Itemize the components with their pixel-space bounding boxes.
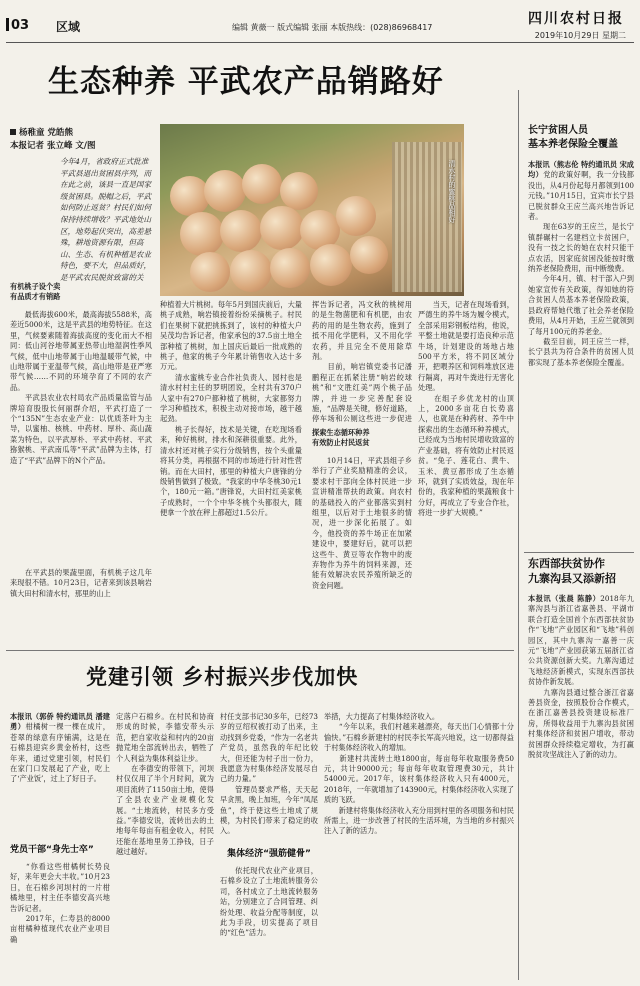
article2-headline: 党建引领 乡村振兴步伐加快 [86, 665, 359, 689]
right-article1-body [528, 160, 634, 548]
article1-photo [160, 124, 464, 296]
article1-column-2: 种植着大片桃树。每年5月到国庆前后，大量桃子成熟，响岩镇接着纷纷采摘桃子。村民们在果树下就把挑拣到了，该村的种植大户吴茂均告诉记者，他家承包的37.5亩土地全部种植了桃树，加上国庆后最后一批成熟的桃子，他家的桃子今年累计销售收入达十多万元。 清水蜜桃专业合作社负责人、园村也是清水村村主任的罗明团说，全村共有370户人家中有270户都种植了桃树，大家都努力学习种植技术，积极主动对接市场，越干越起劲。 桃子长得好，技术是关键，在吃现场看来，种好桃树，排水和深耕很重要。此外，清水村还对桃子实行分级销售，按个头重量将其分类，再根据不同的市场进行针对性营销。而在大田村，那里的种植大户唐锋的分级销售做到了极致。“我家的中华冬桃30元1个，180元一箱。”唐锋说，大田村红美家桃子成熟时，一个个中华冬桃个头都很大，随便拿一个放在秤上都超过1.5公斤。 [160, 300, 302, 518]
article2-column-4: 举措，大力提高了村集体经济收入。 “今年以来，我们村越来越漂亮，每天出门心情都十分愉快。”石棉乡新建村的村民李长军高兴地说，这一切都得益于村集体经济收入的增加。 新建村共流转土地1800亩，每亩每年收取服务费50元，共计90000元；每亩每年收取管理费30元，共计54000元。2017年，该村集体经济收入只有4000元，2018年，一年就增加了143900元，村集体经济收入实现了质的飞跃。 新建村将集体经济收入充分用到村里的各项服务和村民所需上，进一步改善了村民的生活环境，为当地的乡村振兴注入了新的活力。 [324, 712, 514, 836]
article1-column-1: 最低海拔600米，最高海拔5588米，高差近5000米，这是平武县的地势特征。在这里，气候要素随着海拔高度的变化而大不相同：低山河谷地带属亚热带山地湿润性季风气候，低中山地带属于山地温暖带气候，中山地带属于亚温带气候，高山地带是亚严寒带气候……不同的环境孕育了不同的农产品。 平武县农业农村局农产品质量监管与品牌培育股股长何丽群介绍，平武打造了一个“135N”生态农业产业：以优质茶叶为主导，以蜜柚、核桃、中药材、厚朴、高山蔬菜为特色，以平武厚朴、平武中药材、平武猕猴桃、平武南瓜等“平武”品牌为主体，打造了“平武”品牌下的N个产品。 [10, 310, 152, 465]
article1-column-3b: 10月14日，平武县组子乡举行了产业奖励精准的会议，要求村干部向全体村民进一步宣讲精准帮扶的政策。向农村的基础投入的产业都落实到村组里，以后对于土地很多的情况，进一步深化拓展了。如今，他投资的养牛场正在加紧建设中，要建好后，就可以把这些牛、黄豆等农作物中的废弃物作为养牛的饲料来源，还能有效解决农民养殖所缺乏的资金问题。 [312, 456, 412, 590]
right-article1-title: 长宁贫困人员 基本养老保险全覆盖 [528, 125, 618, 150]
right-article2-body [528, 594, 634, 980]
column-divider [518, 90, 519, 980]
article1-lead: 今年4月，省政府正式批准平武县退出贫困县序列，而在此之前，该县一直是国家级贫困县。脱帽之后，平武如何防止返贫？村民们如何保持持续增收？平武地处山区，地势起伏突出，高差悬殊，耕地资源有限，但高山、生态、有机种植是农业特色，要不大，但品质好，是平武农民脱贫致富的关 [60, 157, 152, 282]
article2-intro: 柑橘树一棵一棵在成片，苍翠的绿意有序铺满，这是在石棉县迎宾乡黄金桥村，这些年来，通过党建引领，村民们在家门口发展起了产业，吃上了‘产业饭’，过上了好日子。 [10, 722, 110, 784]
article2-column-1 [10, 712, 110, 840]
masthead-logo: 四川农村日报 [528, 11, 624, 27]
article2-top-rule [6, 650, 514, 651]
right-article1-source: 本报讯（熊志伦 特约通讯员 宋成均） [528, 160, 634, 180]
article1-column-1b: 在平武县的果蔬里面，有机桃子这几年来现很不错。10月23日，记者来到该县响岩镇大田村和清水村，那里的山上 [10, 568, 152, 598]
article1-subheading-1: 有机桃子设个卖 有品质才有销路 [10, 282, 61, 302]
right-article2-text: 2018年九寨沟县与浙江省嘉善县、平湖市联合打造全国首个东西部扶贫协作“飞地”产业园区和“飞地”科创园区，其中九寨沟一嘉善一庆元“飞地”产业园获第五届浙江省公共资源创新大奖。九寨沟通过飞地经济新模式，实现东西部扶贫协作新发展。 九寨沟县通过整合浙江省嘉善县资金，按照股份合作模式，在浙江嘉善县投资建设标准厂房，所得收益用于九寨沟县贫困村集体经济和贫困户增收，带动贫困群众持续稳定增收，为打赢脱贫攻坚战注入了新的动力。 [528, 594, 634, 760]
article2-column-3b: 依托现代农业产业项目，石棉乡设立了土地流转服务公司，各村成立了土地流转服务站，分别建立了合同管理、纠纷处理、收益分配等制度，以此为手段，切实提高了项目的“红色”活力。 [220, 866, 318, 938]
right-article2-source: 本报讯（张晨 陈静） [528, 594, 601, 603]
right-article2-title: 东西部扶贫协作 九寨沟县又添新招 [528, 557, 616, 585]
editors-line: 编辑 黄薇一 版式编辑 张丽 本版热线：(028)86968417 [232, 23, 433, 32]
article1-column-4: 当天，记者在现场看到，严德生的养牛场为履令模式，全部采用彩钢板结构，他说，平整土地就是要打造良种示范牛场，计划建设的场地占地500平方米，将不同区域分开，把喂养区和饲料堆放区进行隔离，再对牛粪进行无害化处理。 在组子乡优龙村的山顶上，2000多亩花白长势喜人，也就是在种药材、养牛中探索出的生态循环种养模式，已经成为当地村民增收致富的产业基础，将有效防止村民返贫。“兔子、莲花白、黄牛、玉米、黄豆都形成了生态循环，就到了实质效益，现在年份的，我家种植的果蔬粮食十分好，再成立了专业合作社，将进一步扩大规模。” [418, 300, 514, 518]
page-number: 03 [6, 18, 29, 33]
article2-subheading-1: 党员干部“身先士卒” [10, 845, 94, 855]
article1-correspondent: 本报记者 张立峰 文/图 [10, 141, 96, 151]
article1-byline: 杨稚童 党皓熊 [10, 126, 73, 138]
issue-date: 2019年10月29日 星期二 [534, 31, 626, 40]
article2-column-2: 定落户石棉乡。在村民和协商形成的时候，李德安带头示范，把自家收益和村内的20亩抛荒地全部流转出去，牺牲了个人利益为集体利益让步。 在李德安的带领下，河坝村仅仅用了半个月时间，就为项目流转了1150亩土地，使得了全县农业产业规模化发展。“土地流转，村民多方受益。”李德安说，流转出去的土地每年每亩有租金收入，村民还能在基地里务工挣钱，日子越过越好。 [116, 712, 214, 857]
right-article1-text: 党的政策好啊，我一分钱都没出，从4月份起每月都领到100元钱。”10月15日，宜宾市长宁县已脱贫群众王应兰高兴地告诉记者。 现在63岁的王应兰，是长宁镇群碾村一名建档立卡贫困户，没有一技之长的她在农村只能干点农活，因家庭贫困没能按时缴纳养老保险费用，而中断缴费。 今年4月，镇、村干部入户到她家宣传有关政策，得知她的符合贫困人员基本养老保险政策，县政府帮她代缴了社会养老保险费用，从4月开始，王应兰就领到了每月100元的养老金。 截至目前，同王应兰一样，长宁县共为符合条件的贫困人员都实现了基本养老保险全覆盖。 [528, 170, 634, 367]
section-label: 区域 [56, 20, 81, 34]
article1-subheading-2: 探索生态循环种养 有效防止村民返贫 [312, 428, 370, 448]
article2-subheading-2: 集体经济“强筋健骨” [227, 849, 311, 859]
page-header [0, 0, 640, 44]
article1-headline: 生态种养 平武农产品销路好 [48, 64, 444, 100]
header-rule [6, 42, 634, 43]
photo-caption: 清水村的蜜桃品相好 [448, 160, 456, 223]
right-divider [524, 552, 634, 553]
article2-column-1b: “你看这些柑橘树长势良好，来年更会大丰收。”10月23日，在石棉乡河坝村的一片柑橘地里，村主任李德安高兴地告诉记者。 2017年，仁寿县的8000亩柑橘种植现代农业产业项目确 [10, 862, 110, 944]
article2-source: 本报讯（郭侨 特约通讯员 潘建勇） [10, 712, 110, 732]
article1-column-3: 挥告诉记者，冯文秋的桃树用的是生物菌肥和有机肥，由农药的用的是生物农药，施到了抵不用化学肥料，又不用化学农药，并且完全不使用除草剂。 目前，响岩镇党委书记潘鹏程正在抓紧注册“响岩皎球桃”和“文胜红美”两个桃子品牌，并进一步完善配套设施，“品牌是关键，修好道路，停车场和公厕这些进一步促进 [312, 300, 412, 424]
article2-column-3: 村任支部书记30多年，已经73岁的豆绍权被打动了出来，主动找到乡党委，“作为一名老共产党员，虽然我的年纪比较大，但还能为村子出一份力，我愿意为村集体经济发展尽自己的力量。” 管理员要求严格，天天起早贪黑，晚上加班，今年“凤尾鱼”，终于使这些土地成了规模，为村民们带来了稳定的收入。 [220, 712, 318, 836]
